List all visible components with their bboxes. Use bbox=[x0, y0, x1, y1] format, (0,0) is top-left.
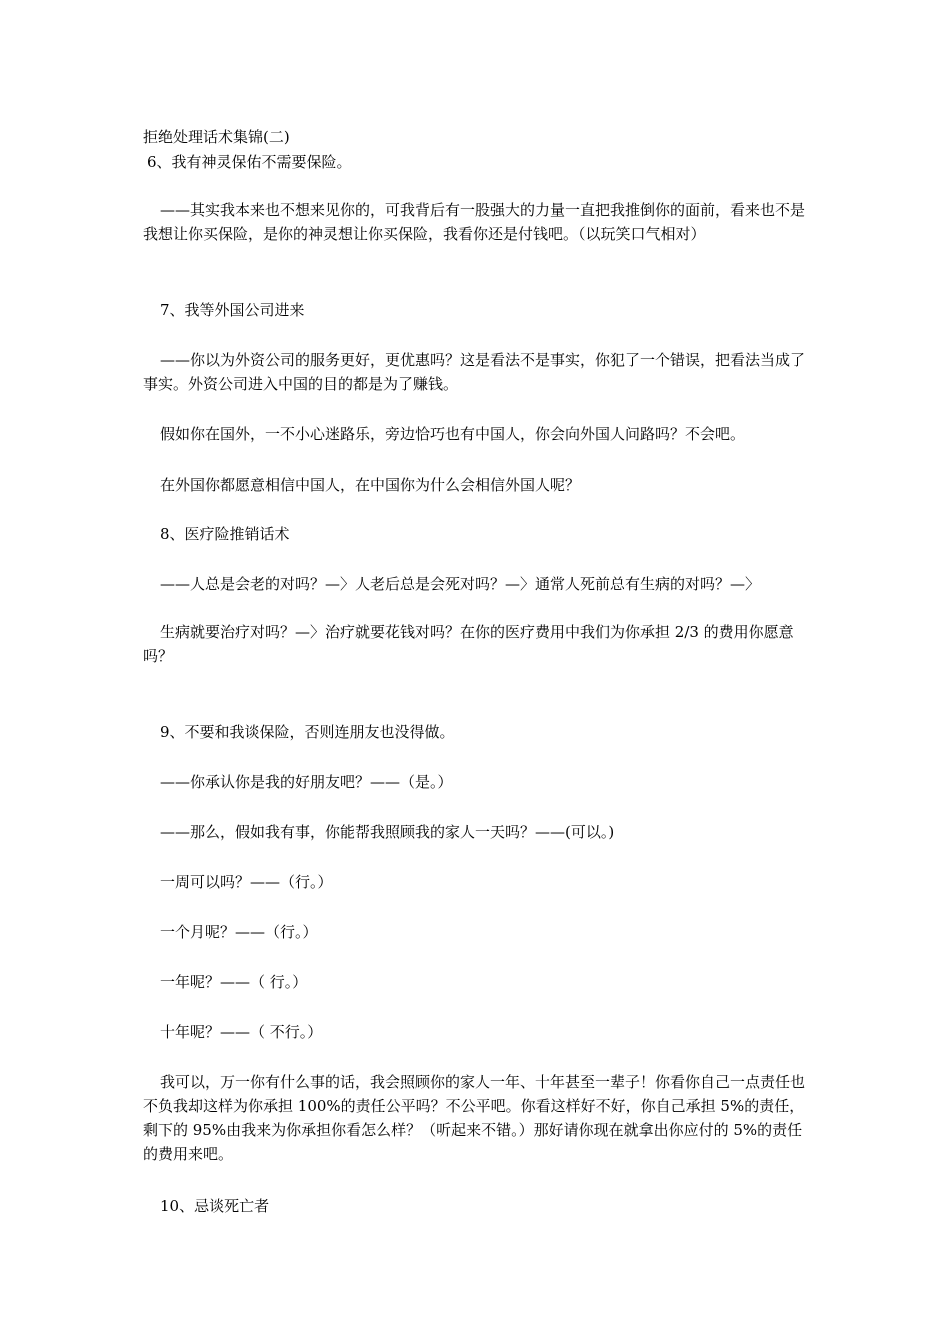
answer-6-paragraph: ——其实我本来也不想来见你的，可我背后有一股强大的力量一直把我推倒你的面前，看来也不是我想让你买保险，是你的神灵想让你买保险，我看你还是付钱吧。（以玩笑口气相对） bbox=[143, 201, 806, 243]
answer-9-paragraph: 我可以，万一你有什么事的话，我会照顾你的家人一年、十年甚至一辈子！你看你自己一点责任也不负我却这样为你承担 100%的责任公平吗？不公平吧。你看这样好不好，你自己承担 5%的责任，剩下的 95%由我来为你承担你看怎么样？（听起来不错。）那好请你现在就拿出你应付的 5%的责任的费用来吧。 bbox=[143, 1073, 806, 1163]
answer-8-paragraph-2: 生病就要治疗对吗？—〉治疗就要花钱对吗？在你的医疗费用中我们为你承担 2/3 的费用你愿意吗？ bbox=[143, 623, 794, 665]
question-8-heading: 8、医疗险推销话术 bbox=[160, 525, 290, 543]
question-6-heading: 6、我有神灵保佑不需要保险。 bbox=[147, 153, 352, 171]
answer-8-paragraph-1: ——人总是会老的对吗？—〉人老后总是会死对吗？—〉通常人死前总有生病的对吗？—〉 bbox=[160, 575, 761, 593]
answer-7-paragraph-3: 在外国你都愿意相信中国人，在中国你为什么会相信外国人呢？ bbox=[160, 476, 581, 494]
dialog-line: 一周可以吗？——（行。） bbox=[160, 873, 333, 891]
question-10-heading: 10、忌谈死亡者 bbox=[160, 1197, 270, 1215]
document-title: 拒绝处理话术集锦(二) bbox=[143, 128, 290, 146]
dialog-line: 十年呢？——（ 不行。） bbox=[160, 1023, 323, 1041]
answer-7-paragraph-1: ——你以为外资公司的服务更好，更优惠吗？这是看法不是事实，你犯了一个错误，把看法当成了事实。外资公司进入中国的目的都是为了赚钱。 bbox=[143, 351, 806, 393]
dialog-line: ——那么，假如我有事，你能帮我照顾我的家人一天吗？——(可以。) bbox=[160, 823, 615, 841]
dialog-line: ——你承认你是我的好朋友吧？——（是。） bbox=[160, 773, 453, 791]
answer-7-paragraph-2: 假如你在国外，一不小心迷路乐，旁边恰巧也有中国人，你会向外国人问路吗？不会吧。 bbox=[160, 425, 746, 443]
question-9-heading: 9、不要和我谈保险，否则连朋友也没得做。 bbox=[160, 723, 455, 741]
dialog-line: 一年呢？——（ 行。） bbox=[160, 973, 308, 991]
dialog-line: 一个月呢？——（行。） bbox=[160, 923, 318, 941]
question-7-heading: 7、我等外国公司进来 bbox=[160, 301, 305, 319]
